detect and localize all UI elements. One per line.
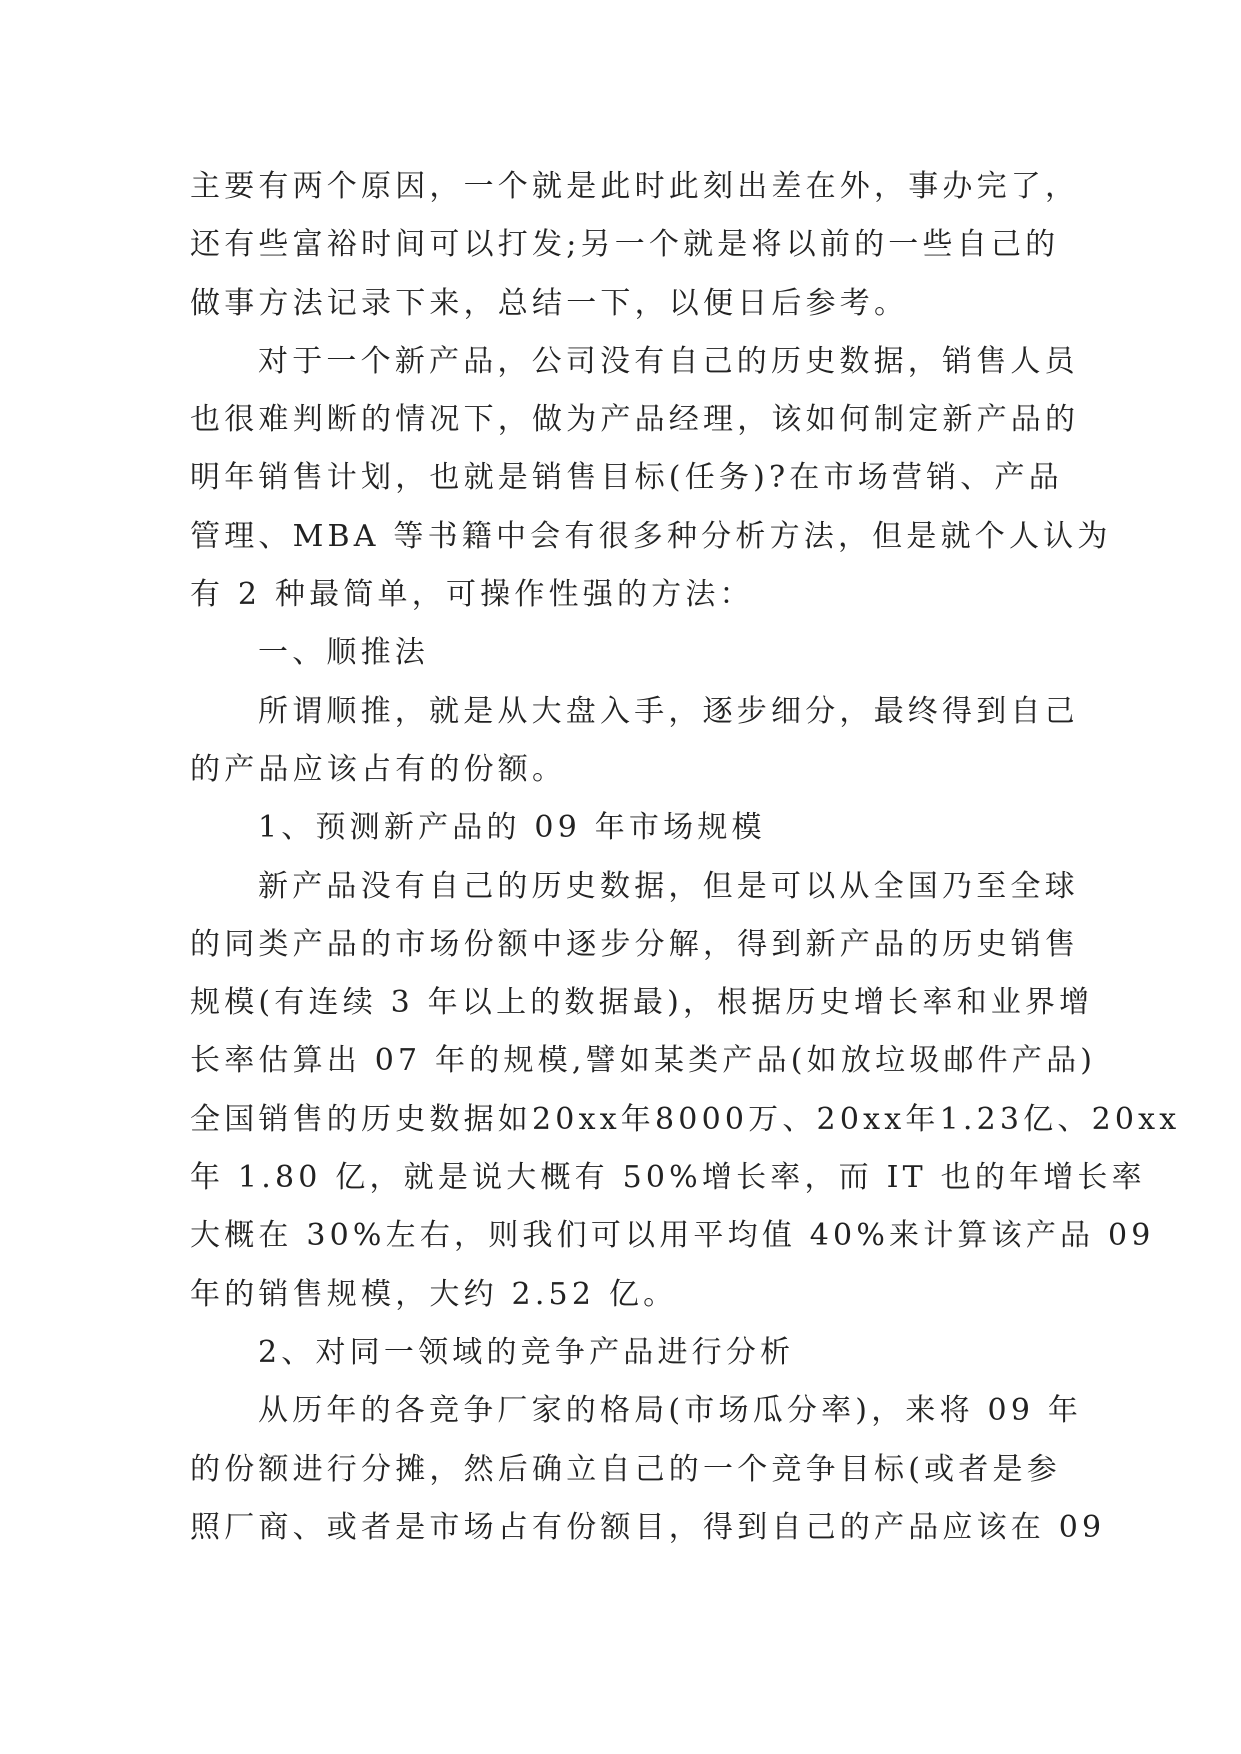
text-line: 所谓顺推，就是从大盘入手，逐步细分，最终得到自己 bbox=[258, 693, 1079, 729]
text-line: 的份额进行分摊，然后确立自己的一个竞争目标(或者是参 bbox=[190, 1451, 1061, 1487]
text-line: 1、预测新产品的 09 年市场规模 bbox=[258, 810, 766, 846]
text-line: 的同类产品的市场份额中逐步分解，得到新产品的历史销售 bbox=[190, 926, 1080, 962]
text-line: 长率估算出 07 年的规模,譬如某类产品(如放垃圾邮件产品) bbox=[190, 1043, 1097, 1079]
text-line: 大概在 30%左右，则我们可以用平均值 40%来计算该产品 09 bbox=[190, 1218, 1155, 1254]
text-line: 也很难判断的情况下，做为产品经理，该如何制定新产品的 bbox=[190, 402, 1080, 438]
subheading-1 bbox=[190, 799, 1060, 857]
section-heading-shuntui bbox=[190, 624, 1060, 682]
text-line: 主要有两个原因，一个就是此时此刻出差在外，事办完了， bbox=[190, 169, 1080, 204]
text-line: 明年销售计划，也就是销售目标(任务)?在市场营销、产品 bbox=[190, 460, 1063, 496]
text-line: 规模(有连续 3 年以上的数据最)，根据历史增长率和业界增 bbox=[190, 985, 1094, 1021]
text-line: 照厂商、或者是市场占有份额目，得到自己的产品应该在 09 bbox=[190, 1509, 1106, 1545]
text-line: 的产品应该占有的份额。 bbox=[190, 751, 567, 787]
text-line: 从历年的各竞争厂家的格局(市场瓜分率)，来将 09 年 bbox=[258, 1393, 1083, 1429]
paragraph-5 bbox=[190, 1382, 1106, 1557]
paragraph-4 bbox=[190, 858, 1181, 1324]
text-line: 还有些富裕时间可以打发;另一个就是将以前的一些自己的 bbox=[190, 227, 1060, 263]
text-line: 全国销售的历史数据如20xx年8000万、20xx年1.23亿、20xx bbox=[190, 1101, 1181, 1137]
text-line: 年 1.80 亿，就是说大概有 50%增长率，而 IT 也的年增长率 bbox=[190, 1160, 1146, 1196]
paragraph-1 bbox=[190, 158, 1080, 333]
text-line: 新产品没有自己的历史数据，但是可以从全国乃至全球 bbox=[258, 868, 1079, 904]
text-line: 有 2 种最简单，可操作性强的方法： bbox=[190, 577, 754, 613]
paragraph-3 bbox=[190, 683, 1079, 800]
text-line: 年的销售规模，大约 2.52 亿。 bbox=[190, 1276, 678, 1312]
text-line: 管理、MBA 等书籍中会有很多种分析方法，但是就个人认为 bbox=[190, 518, 1112, 554]
document-body bbox=[190, 158, 1181, 1557]
text-line: 做事方法记录下来，总结一下，以便日后参考。 bbox=[190, 285, 909, 321]
text-line: 一、顺推法 bbox=[258, 635, 429, 671]
text-line: 2、对同一领域的竞争产品进行分析 bbox=[258, 1334, 795, 1370]
paragraph-2 bbox=[190, 333, 1112, 624]
text-line: 对于一个新产品，公司没有自己的历史数据，销售人员 bbox=[258, 343, 1079, 379]
subheading-2 bbox=[190, 1324, 1060, 1382]
